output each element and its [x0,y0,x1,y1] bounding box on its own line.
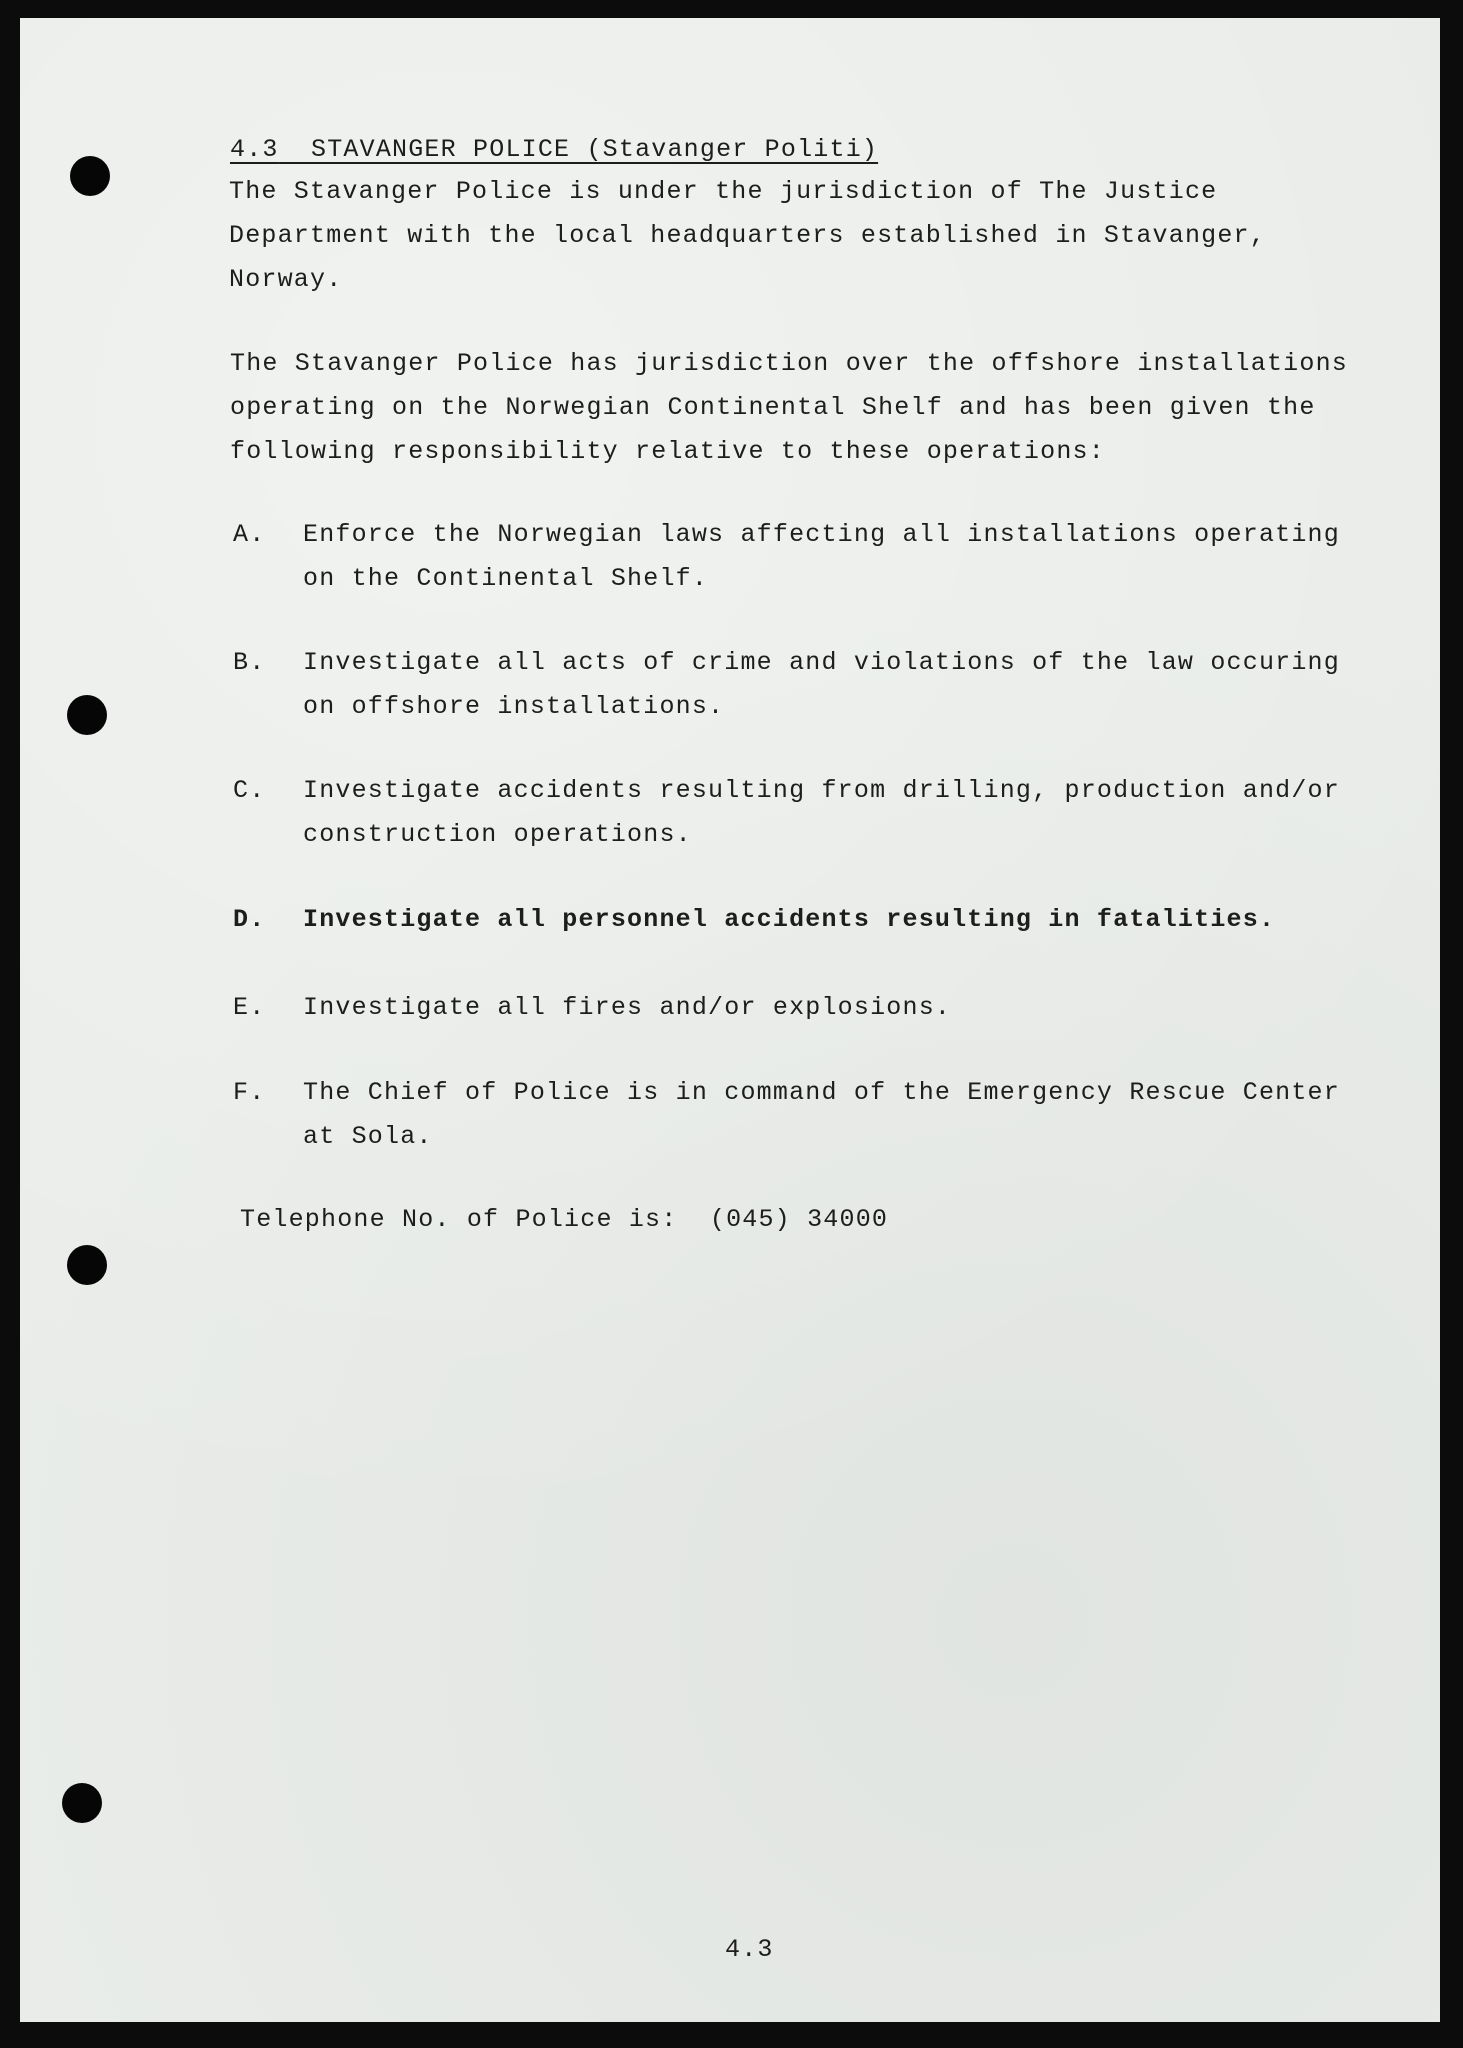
punch-hole [62,1783,102,1823]
intro-paragraph [229,170,1266,302]
punch-hole [67,1245,107,1285]
item-line: on the Continental Shelf. [303,564,709,593]
paragraph-line: Norway. [229,265,343,294]
punch-hole [67,695,107,735]
item-line: Investigate accidents resulting from drilling, production and/or [303,776,1340,805]
item-letter: A. [233,520,266,549]
item-line: Enforce the Norwegian laws affecting all installations operating [303,520,1340,549]
jurisdiction-paragraph [230,342,1348,474]
paragraph-line: The Stavanger Police has jurisdiction over the offshore installations [230,349,1348,378]
paper-sheet [20,18,1440,2022]
paragraph-line: The Stavanger Police is under the jurisdiction of The Justice [229,177,1218,206]
section-number: 4.3 [230,135,279,164]
paragraph-line: Department with the local headquarters established in Stavanger, [229,221,1266,250]
item-line: construction operations. [303,820,692,849]
item-line: Investigate all acts of crime and violations of the law occuring [303,648,1340,677]
section-title: STAVANGER POLICE (Stavanger Politi) [311,135,879,164]
item-line: The Chief of Police is in command of the Emergency Rescue Center [303,1078,1340,1107]
item-line: Investigate all fires and/or explosions. [303,993,952,1022]
paragraph-line: following responsibility relative to these operations: [230,437,1105,466]
item-line: on offshore installations. [303,692,725,721]
page-number: 4.3 [725,1935,774,1964]
item-letter: E. [233,993,266,1022]
telephone-line [240,1198,888,1242]
section-heading [230,128,878,172]
punch-hole [70,156,110,196]
telephone-number: (045) 34000 [709,1205,889,1234]
telephone-label: Telephone No. of Police is: [240,1205,678,1234]
item-letter: D. [233,905,266,934]
paragraph-line: operating on the Norwegian Continental Shelf and has been given the [230,393,1316,422]
item-letter: C. [233,776,266,805]
item-letter: F. [233,1078,266,1107]
item-line: Investigate all personnel accidents resulting in fatalities. [303,905,1276,934]
item-line: at Sola. [303,1122,433,1151]
item-letter: B. [233,648,266,677]
